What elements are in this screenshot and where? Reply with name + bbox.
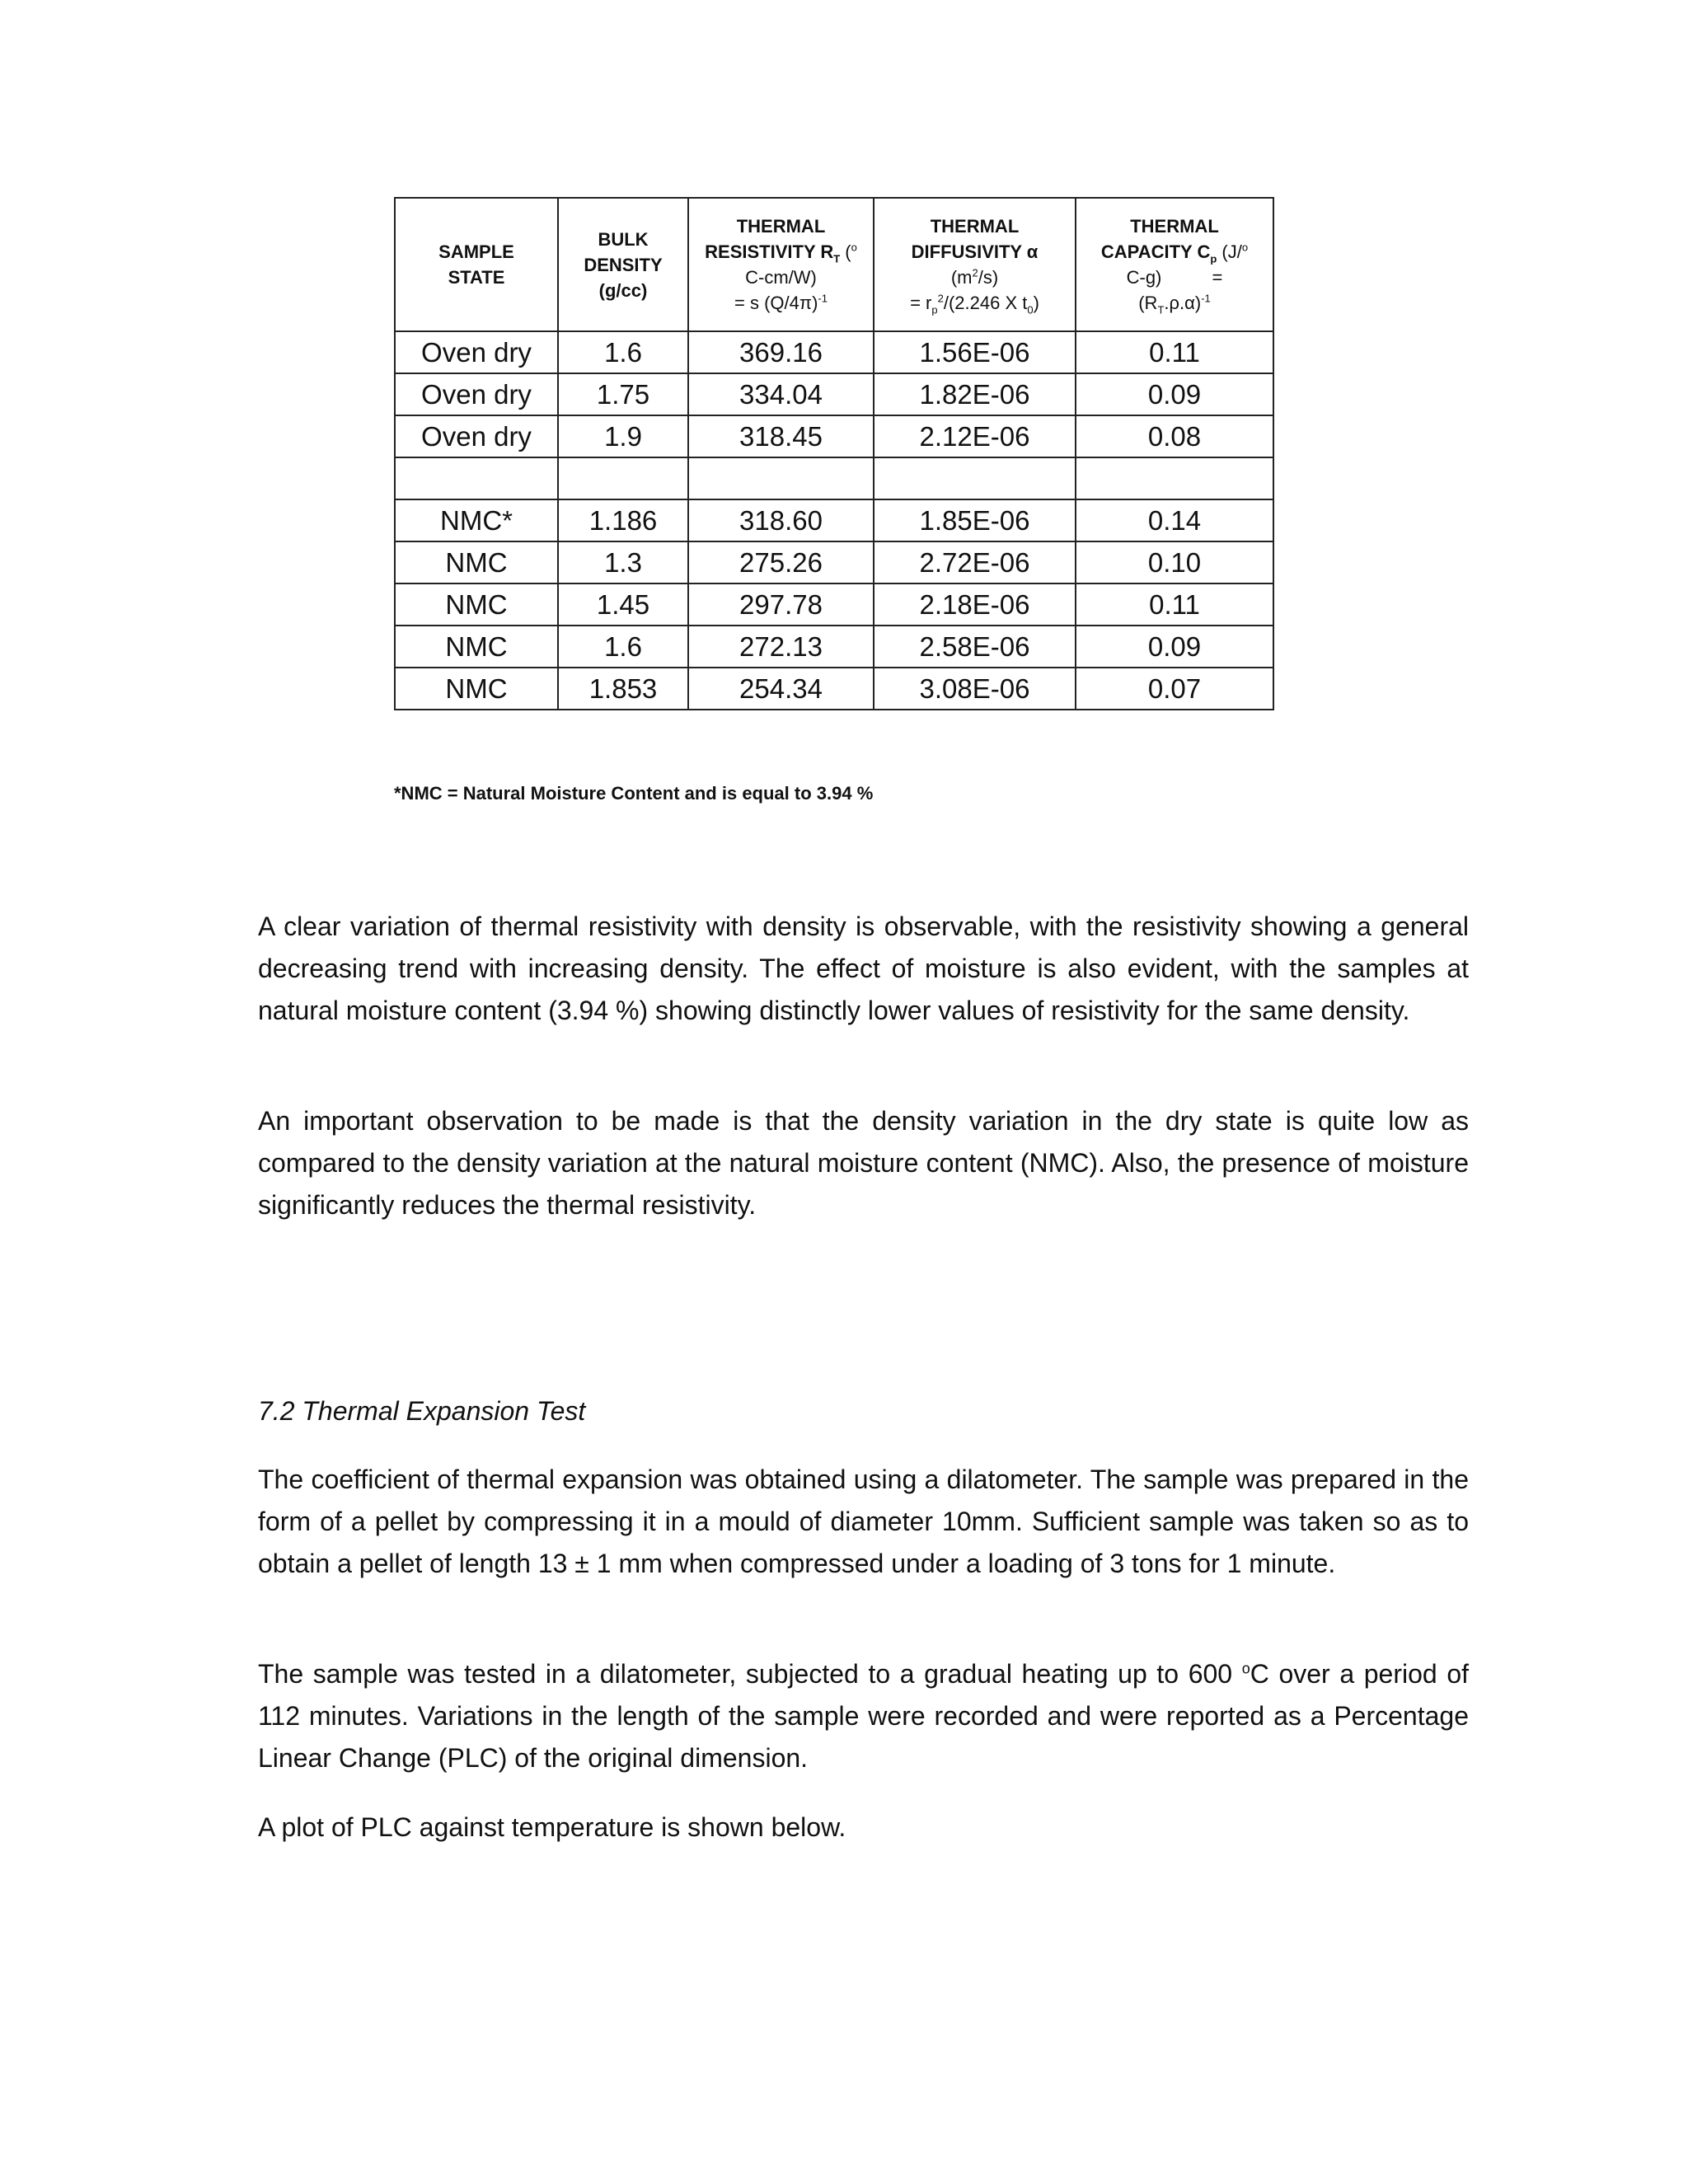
header-thermal-diffusivity: THERMAL DIFFUSIVITY α $(m^2/s)$ = $r_p^2/(2.246$ X $t_0$) (874, 198, 1076, 331)
table-cell: 1.853 (558, 668, 688, 710)
table-row (395, 331, 1273, 373)
table-cell: 0.14 (1076, 499, 1273, 541)
table-cell: 275.26 (688, 541, 874, 583)
table-cell: Oven dry (395, 415, 558, 457)
table-cell (874, 457, 1076, 499)
table-cell: 0.08 (1076, 415, 1273, 457)
table-cell: 1.45 (558, 583, 688, 626)
table-footnote: *NMC = Natural Moisture Content and is equal to 3.94 % (394, 783, 874, 804)
table-cell: 254.34 (688, 668, 874, 710)
paragraph-density-variation: An important observation to be made is that the density variation in the dry state is quite low as compared to the density variation at the natural moisture content (NMC). Also, the presence of moisture significantly reduces the thermal resistivity. (258, 1106, 1469, 1220)
table-cell: 1.6 (558, 626, 688, 668)
header-thermal-capacity: THERMAL CAPACITY $C_p$ (J/$^o$ C-g) = $(R_T.\rho.\alpha)^{-1}$ (1076, 198, 1273, 331)
table-row (395, 583, 1273, 626)
table-cell: NMC (395, 583, 558, 626)
table-cell: 1.82E-06 (874, 373, 1076, 415)
table-cell: 3.08E-06 (874, 668, 1076, 710)
paragraph-expansion-method: The coefficient of thermal expansion was obtained using a dilatometer. The sample was prepared in the form of a pellet by compressing it in a mould of diameter 10mm. Sufficient sample was taken so as to obtain a pellet of length 13 ± 1 mm when compressed under a loading of 3 tons for 1 minute. (258, 1465, 1469, 1578)
table-cell: 1.75 (558, 373, 688, 415)
table-row (395, 415, 1273, 457)
table-cell: 334.04 (688, 373, 874, 415)
table-row (395, 626, 1273, 668)
table-cell: 1.186 (558, 499, 688, 541)
table-row (395, 541, 1273, 583)
table-cell: 0.10 (1076, 541, 1273, 583)
table-cell: 272.13 (688, 626, 874, 668)
table-cell: 2.58E-06 (874, 626, 1076, 668)
table-cell: 2.12E-06 (874, 415, 1076, 457)
table-cell: Oven dry (395, 331, 558, 373)
table-cell: 0.09 (1076, 373, 1273, 415)
table-cell: 0.07 (1076, 668, 1273, 710)
paragraph-dilatometer-test: The sample was tested in a dilatometer, subjected to a gradual heating up to 600 $^o$C over a period of 112 minutes. Variations in the length of the sample were recorded and were reported as a Percentage Linear Change (PLC) of the original dimension. (258, 1659, 1470, 1773)
table-cell: NMC (395, 668, 558, 710)
table-cell (558, 457, 688, 499)
table-cell: 1.3 (558, 541, 688, 583)
table-cell: 1.56E-06 (874, 331, 1076, 373)
paragraph-resistivity-density: A clear variation of thermal resistivity with density is observable, with the resistivity showing a general decreasing trend with increasing density. The effect of moisture is also evident, with the samples at natural moisture content (3.94 %) showing distinctly lower values of resistivity for the same density. (258, 912, 1469, 1025)
paragraph-plot-intro: A plot of PLC against temperature is shown below. (258, 1812, 846, 1842)
table-cell: NMC* (395, 499, 558, 541)
thermal-properties-table (394, 197, 1274, 710)
table-cell: 0.11 (1076, 583, 1273, 626)
table-cell: 1.6 (558, 331, 688, 373)
table-cell: 0.11 (1076, 331, 1273, 373)
table-cell: 318.60 (688, 499, 874, 541)
table-row (395, 373, 1273, 415)
table-cell (1076, 457, 1273, 499)
table-cell: 0.09 (1076, 626, 1273, 668)
table-cell: 1.85E-06 (874, 499, 1076, 541)
table-cell: Oven dry (395, 373, 558, 415)
table-row (395, 668, 1273, 710)
table-header-row (395, 198, 1273, 331)
header-thermal-resistivity: THERMAL RESISTIVITY $R_T$ ($^o$ C-cm/W) = s $(Q/4\pi)^{-1}$ (688, 198, 874, 331)
section-heading: 7.2 Thermal Expansion Test (258, 1396, 586, 1426)
table-row (395, 499, 1273, 541)
table-cell: NMC (395, 626, 558, 668)
header-sample-state: SAMPLE STATE (395, 198, 558, 331)
table-cell: NMC (395, 541, 558, 583)
table-cell: 297.78 (688, 583, 874, 626)
table-cell: 2.72E-06 (874, 541, 1076, 583)
table-cell: 1.9 (558, 415, 688, 457)
header-bulk-density: BULK DENSITY (g/cc) (558, 198, 688, 331)
table-cell (688, 457, 874, 499)
table-cell (395, 457, 558, 499)
table-row-empty (395, 457, 1273, 499)
table-cell: 318.45 (688, 415, 874, 457)
table-cell: 2.18E-06 (874, 583, 1076, 626)
table-cell: 369.16 (688, 331, 874, 373)
